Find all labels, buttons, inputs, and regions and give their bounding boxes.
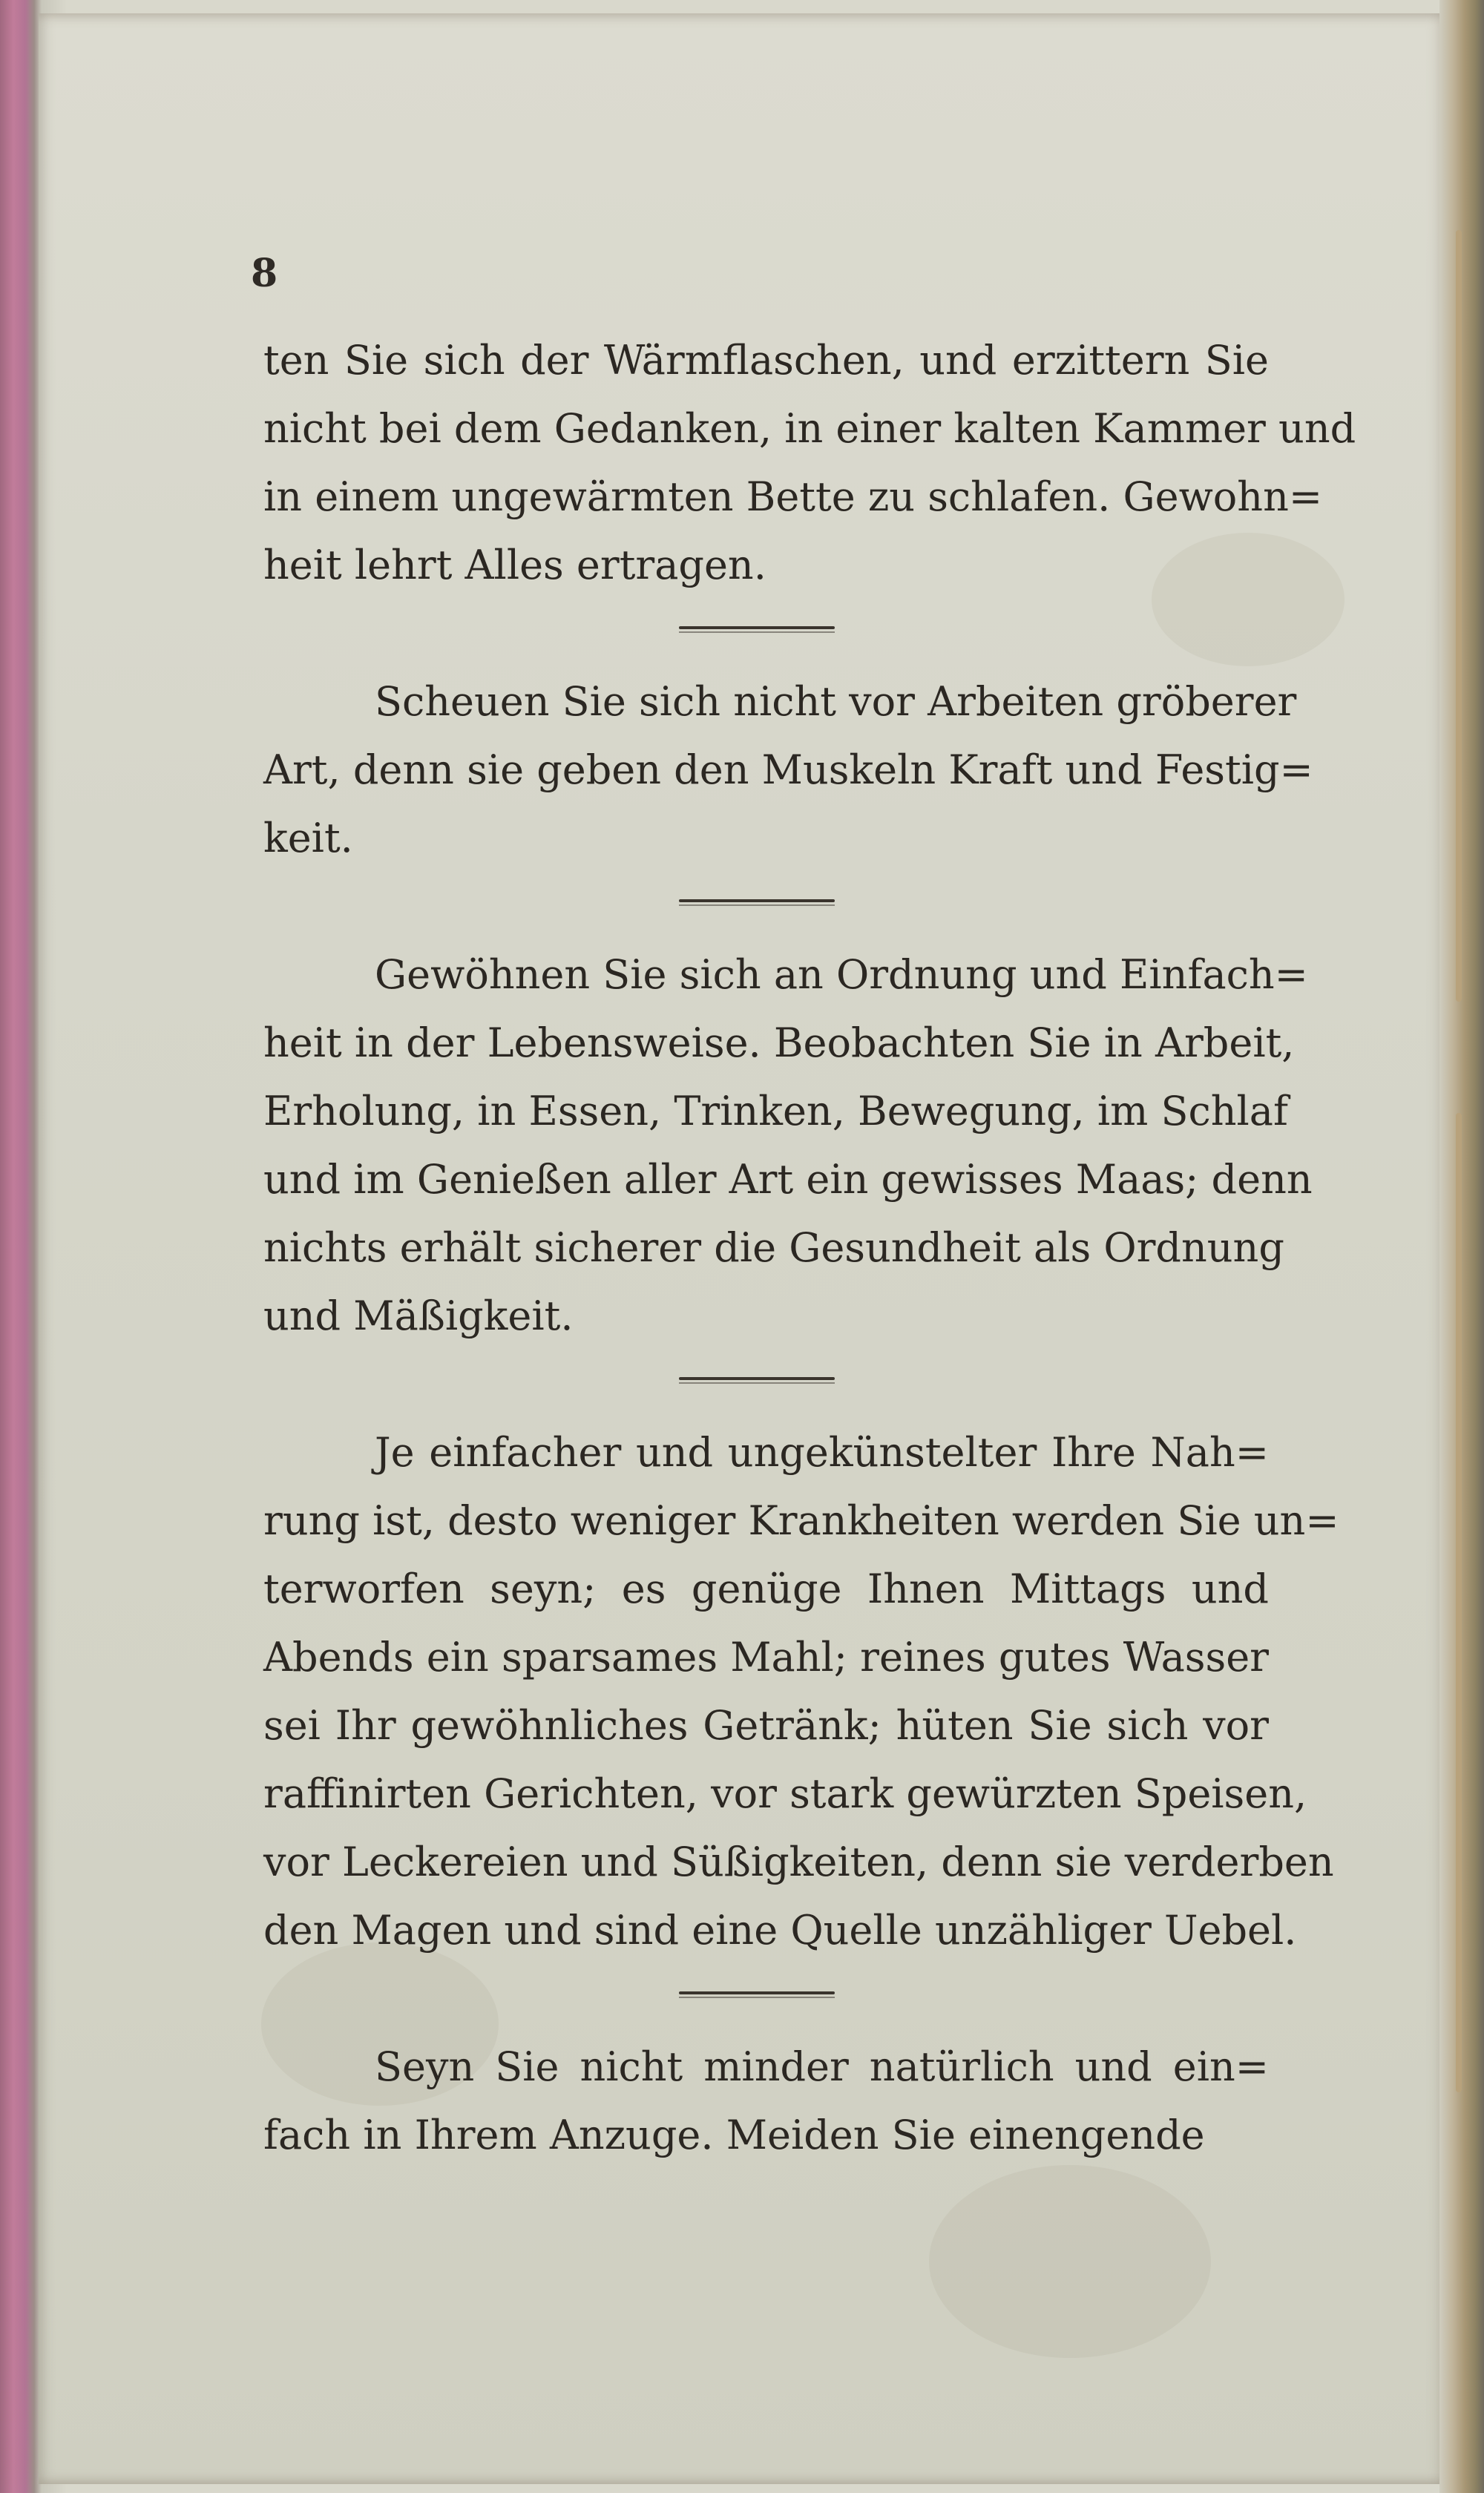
text-line: nicht bei dem Gedanken, in einer kalten Kammer und <box>263 405 1356 452</box>
text-line: sei Ihr gewöhnliches Getränk; hüten Sie sich vor <box>263 1702 1269 1749</box>
paragraph <box>263 1419 1339 1965</box>
text-line: Je einfacher und ungekünstelter Ihre Nah= <box>375 1429 1269 1476</box>
text-line: heit lehrt Alles ertragen. <box>263 542 766 588</box>
paragraph <box>263 2033 1269 2170</box>
book-spine-edge <box>1439 0 1484 2493</box>
section-divider <box>263 1350 1269 1419</box>
divider-rule <box>679 899 835 902</box>
text-line: und Mäßigkeit. <box>263 1293 574 1339</box>
text-line: in einem ungewärmten Bette zu schlafen. Gewohn= <box>263 473 1323 520</box>
section-divider <box>263 873 1269 941</box>
divider-rule <box>679 1377 835 1380</box>
paragraph <box>263 326 1356 600</box>
text-line: raffinirten Gerichten, vor stark gewürzten Speisen, <box>263 1770 1307 1817</box>
text-line: Erholung, in Essen, Trinken, Bewegung, im Schlaf <box>263 1088 1288 1134</box>
paragraph <box>263 941 1313 1350</box>
binding-thread <box>1456 230 1462 1002</box>
binding-thread <box>1456 1113 1462 2092</box>
text-line: ten Sie sich der Wärmflaschen, und erzittern Sie <box>263 337 1269 384</box>
page-number: 8 <box>251 251 278 296</box>
text-line: und im Genießen aller Art ein gewisses Maas; denn <box>263 1156 1313 1203</box>
text-line: keit. <box>263 815 353 861</box>
text-line: rung ist, desto weniger Krankheiten werden Sie un= <box>263 1497 1339 1544</box>
text-line: Seyn Sie nicht minder natürlich und ein= <box>375 2043 1269 2090</box>
text-line: heit in der Lebensweise. Beobachten Sie in Arbeit, <box>263 1019 1295 1066</box>
divider-rule <box>679 626 835 629</box>
text-line: fach in Ihrem Anzuge. Meiden Sie einengende <box>263 2112 1205 2158</box>
text-line: Abends ein sparsames Mahl; reines gutes Wasser <box>263 1634 1269 1681</box>
paragraph <box>263 668 1313 873</box>
section-divider <box>263 1965 1269 2033</box>
text-line: Art, denn sie geben den Muskeln Kraft und Festig= <box>263 746 1313 793</box>
text-line: nichts erhält sicherer die Gesundheit als Ordnung <box>263 1224 1284 1271</box>
text-line: vor Leckereien und Süßigkeiten, denn sie verderben <box>263 1839 1334 1885</box>
text-line: den Magen und sind eine Quelle unzähliger Uebel. <box>263 1907 1297 1954</box>
text-line: Gewöhnen Sie sich an Ordnung und Einfach= <box>375 951 1308 998</box>
text-line: Scheuen Sie sich nicht vor Arbeiten gröberer <box>375 678 1297 725</box>
text-line: terworfen seyn; es genüge Ihnen Mittags und <box>263 1566 1269 1612</box>
body-text <box>263 326 1356 2170</box>
section-divider <box>263 600 1269 668</box>
paper-stain <box>929 2165 1211 2358</box>
divider-rule <box>679 1991 835 1994</box>
